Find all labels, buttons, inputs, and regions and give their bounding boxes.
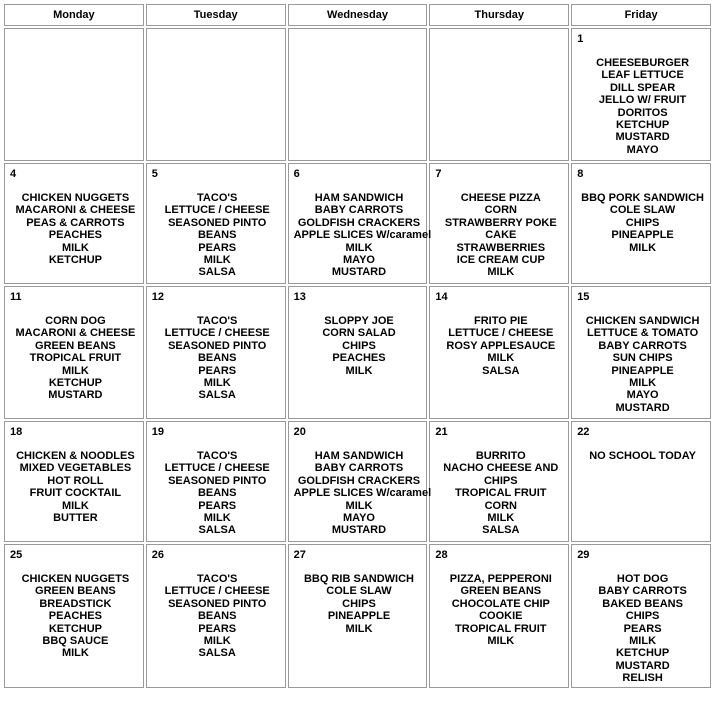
menu-item: ROSY APPLESAUCE: [446, 339, 556, 352]
menu-item: MILK: [203, 377, 231, 390]
menu-item: HOT DOG: [616, 573, 669, 585]
menu-item: LETTUCE / CHEESE: [164, 204, 270, 217]
menu-item: CHOCOLATE CHIP: [451, 597, 550, 610]
day-number: 6: [293, 168, 300, 180]
menu-item: CORN SALAD: [322, 327, 396, 340]
menu-item: CHICKEN NUGGETS: [21, 192, 130, 204]
menu-items: [577, 573, 708, 685]
menu-item: PEARS: [198, 241, 237, 254]
menu-item: KETCHUP: [616, 647, 670, 660]
menu-item: BBQ SAUCE: [42, 635, 109, 648]
week-row: [4, 28, 711, 161]
day-number: 7: [435, 168, 442, 180]
menu-items: [152, 315, 283, 402]
day-number: 4: [10, 168, 17, 180]
menu-item: PIZZA, PEPPERONI: [449, 573, 552, 585]
menu-item: GOLDFISH CRACKERS: [297, 474, 421, 487]
menu-item: CHIPS: [342, 597, 376, 610]
day-number: 11: [10, 291, 22, 303]
menu-item: MUSTARD: [331, 266, 387, 279]
menu-item: TROPICAL FRUIT: [455, 487, 547, 500]
menu-items: [10, 192, 141, 266]
day-cell-wednesday: [288, 286, 428, 419]
menu-item: KETCHUP: [48, 254, 102, 267]
menu-item: PEARS: [198, 499, 237, 512]
menu-item: BUTTER: [53, 512, 98, 525]
menu-item: CHICKEN SANDWICH: [585, 315, 700, 327]
menu-item: SALSA: [198, 647, 236, 660]
menu-item: CAKE: [485, 229, 517, 242]
day-number: 26: [151, 549, 165, 561]
menu-item: BEANS: [197, 352, 237, 365]
menu-item: APPLE SLICES W/caramel: [293, 229, 432, 242]
menu-item: MILK: [487, 352, 515, 365]
menu-item: SALSA: [198, 266, 236, 279]
menu-item: MUSTARD: [615, 401, 670, 414]
menu-item: SALSA: [482, 364, 520, 377]
menu-item: GREEN BEANS: [460, 585, 542, 598]
menu-item: LEAF LETTUCE: [601, 69, 684, 82]
day-cell-monday: [4, 286, 144, 419]
header-tuesday: Tuesday: [146, 4, 286, 26]
menu-item: BBQ PORK SANDWICH: [581, 192, 705, 204]
menu-item: MILK: [487, 266, 515, 279]
menu-item: FRITO PIE: [473, 315, 528, 327]
day-number: 25: [10, 549, 23, 561]
menu-item: MUSTARD: [615, 659, 670, 672]
menu-item: MILK: [203, 254, 231, 267]
menu-item: PEAS & CARROTS: [26, 216, 125, 229]
menu-item: TACO'S: [197, 192, 238, 204]
day-number: 28: [435, 549, 448, 561]
menu-item: PEARS: [198, 622, 237, 635]
day-number: 18: [10, 426, 23, 438]
week-row: [4, 163, 711, 284]
menu-items: [294, 573, 425, 635]
menu-items: [577, 450, 708, 462]
menu-item: BEANS: [197, 487, 237, 500]
menu-items: [293, 450, 432, 537]
day-cell-friday: [571, 544, 711, 688]
day-cell-wednesday: [288, 421, 432, 542]
header-wednesday: Wednesday: [288, 4, 428, 26]
menu-item: SEASONED PINTO: [168, 216, 267, 229]
day-number: [152, 33, 283, 45]
menu-item: PINEAPPLE: [611, 364, 674, 377]
menu-item: HOT ROLL: [47, 474, 104, 487]
menu-item: SEASONED PINTO: [168, 597, 267, 610]
day-number: 20: [293, 426, 306, 438]
menu-item: MILK: [203, 512, 231, 525]
menu-item: MUSTARD: [615, 131, 670, 144]
menu-item: COLE SLAW: [609, 204, 676, 217]
day-number: 22: [577, 426, 590, 438]
day-cell-tuesday: [146, 421, 286, 542]
day-number: [10, 33, 141, 45]
menu-item: LETTUCE / CHEESE: [448, 327, 554, 340]
day-number: 27: [293, 549, 306, 561]
menu-item: MILK: [345, 499, 373, 512]
menu-item: MILK: [61, 647, 89, 660]
day-number: 15: [577, 291, 590, 303]
day-number: 14: [435, 291, 448, 303]
day-cell-monday: [4, 544, 144, 688]
menu-item: KETCHUP: [48, 622, 102, 635]
day-cell-friday: [571, 421, 711, 542]
header-monday: Monday: [4, 4, 144, 26]
day-cell-monday: [4, 421, 144, 542]
menu-item: NACHO CHEESE AND: [443, 462, 559, 475]
menu-item: RELISH: [622, 672, 663, 685]
day-cell-tuesday: [146, 286, 286, 419]
menu-item: SALSA: [482, 524, 520, 537]
day-number: 19: [151, 426, 165, 438]
menu-items: [577, 57, 708, 156]
menu-item: TACO'S: [197, 315, 238, 327]
menu-item: FRUIT COCKTAIL: [29, 487, 122, 500]
header-friday: Friday: [571, 4, 711, 26]
menu-item: KETCHUP: [48, 377, 102, 390]
menu-item: GREEN BEANS: [35, 585, 116, 598]
weekday-header-row: [4, 4, 711, 26]
week-row: [4, 286, 711, 419]
day-cell-friday: [571, 163, 711, 284]
menu-item: BABY CARROTS: [314, 462, 404, 475]
menu-items: [293, 192, 432, 279]
day-cell-friday: [571, 28, 711, 161]
menu-item: MILK: [345, 622, 373, 635]
menu-items: [152, 573, 283, 660]
menu-item: MILK: [345, 364, 373, 377]
menu-item: PEARS: [198, 364, 237, 377]
menu-item: MILK: [203, 635, 231, 648]
menu-item: BABY CARROTS: [598, 585, 687, 598]
menu-items: [577, 315, 708, 414]
menu-item: SUN CHIPS: [612, 352, 673, 365]
menu-item: BBQ RIB SANDWICH: [303, 573, 414, 585]
menu-item: SEASONED PINTO: [168, 339, 267, 352]
menu-item: MILK: [629, 241, 657, 254]
menu-items: [435, 450, 566, 537]
day-cell-thursday: [429, 28, 569, 161]
day-number: 12: [151, 291, 165, 303]
menu-item: MACARONI & CHEESE: [15, 204, 136, 217]
menu-item: STRAWBERRIES: [456, 241, 546, 254]
menu-item: GREEN BEANS: [35, 339, 116, 352]
menu-items: [10, 450, 141, 524]
menu-item: CHICKEN & NOODLES: [16, 450, 135, 462]
day-number: [435, 33, 566, 45]
menu-item: GOLDFISH CRACKERS: [297, 216, 421, 229]
menu-item: LETTUCE & TOMATO: [586, 327, 699, 340]
menu-item: TROPICAL FRUIT: [29, 352, 122, 365]
menu-item: TACO'S: [197, 573, 238, 585]
day-number: [294, 33, 425, 45]
menu-item: MAYO: [342, 254, 375, 267]
menu-item: CHIPS: [625, 216, 660, 229]
menu-item: BABY CARROTS: [598, 339, 687, 352]
menu-item: LETTUCE / CHEESE: [164, 462, 270, 475]
menu-item: MIXED VEGETABLES: [19, 462, 132, 475]
day-cell-monday: [4, 28, 144, 161]
menu-items: [10, 315, 141, 402]
menu-item: PEACHES: [332, 352, 386, 365]
day-cell-tuesday: [146, 28, 286, 161]
menu-item: PEACHES: [48, 610, 102, 623]
menu-item: MUSTARD: [331, 524, 387, 537]
menu-item: MILK: [61, 499, 89, 512]
menu-item: MILK: [61, 364, 89, 377]
menu-item: PINEAPPLE: [611, 229, 674, 242]
menu-items: [577, 192, 708, 254]
menu-item: CORN: [484, 204, 517, 217]
menu-item: MACARONI & CHEESE: [15, 327, 136, 340]
week-row: [4, 544, 711, 688]
menu-item: MILK: [629, 377, 657, 390]
menu-item: BAKED BEANS: [602, 597, 683, 610]
menu-item: MILK: [487, 512, 515, 525]
menu-item: MAYO: [626, 143, 659, 156]
menu-item: CORN DOG: [45, 315, 106, 327]
menu-item: CHICKEN NUGGETS: [21, 573, 130, 585]
day-cell-tuesday: [146, 163, 286, 284]
day-cell-thursday: [429, 421, 569, 542]
menu-item: ICE CREAM CUP: [456, 254, 545, 267]
menu-item: CORN: [484, 499, 517, 512]
menu-item: CHIPS: [625, 610, 660, 623]
menu-item: MILK: [487, 635, 515, 648]
menu-items: [152, 192, 283, 279]
day-number: 8: [577, 168, 584, 180]
menu-item: NO SCHOOL TODAY: [589, 450, 696, 462]
menu-item: HAM SANDWICH: [314, 192, 404, 204]
day-number: 29: [577, 549, 590, 561]
menu-item: BEANS: [197, 229, 237, 242]
menu-item: TACO'S: [197, 450, 238, 462]
menu-item: BURRITO: [475, 450, 526, 462]
menu-item: PEARS: [623, 622, 662, 635]
menu-item: JELLO W/ FRUIT: [598, 94, 687, 107]
menu-item: MILK: [345, 241, 373, 254]
menu-item: PEACHES: [48, 229, 102, 242]
menu-item: STRAWBERRY POKE: [444, 216, 557, 229]
menu-item: SEASONED PINTO: [168, 474, 267, 487]
week-row: [4, 421, 711, 542]
day-cell-thursday: [429, 286, 569, 419]
menu-items: [435, 192, 566, 279]
menu-item: TROPICAL FRUIT: [455, 622, 547, 635]
menu-item: MILK: [629, 635, 657, 648]
menu-items: [152, 450, 283, 537]
day-cell-wednesday: [288, 544, 428, 688]
menu-item: MAYO: [626, 389, 659, 402]
day-number: 21: [435, 426, 448, 438]
day-number: 5: [151, 168, 158, 180]
day-cell-monday: [4, 163, 144, 284]
calendar-body: [4, 28, 711, 688]
menu-item: DORITOS: [617, 106, 668, 119]
day-cell-thursday: [429, 544, 569, 688]
menu-items: [435, 315, 566, 377]
day-number: 13: [293, 291, 306, 303]
menu-item: COLE SLAW: [326, 585, 392, 598]
menu-item: COOKIE: [479, 610, 523, 623]
menu-items: [10, 573, 141, 660]
menu-item: BREADSTICK: [39, 597, 112, 610]
menu-item: PINEAPPLE: [327, 610, 391, 623]
menu-item: LETTUCE / CHEESE: [164, 327, 270, 340]
day-cell-wednesday: [288, 28, 428, 161]
menu-item: MILK: [61, 241, 89, 254]
day-cell-thursday: [429, 163, 569, 284]
menu-item: APPLE SLICES W/caramel: [293, 487, 432, 500]
menu-item: SLOPPY JOE: [324, 315, 394, 327]
menu-item: BEANS: [197, 610, 237, 623]
menu-item: SALSA: [198, 389, 236, 402]
menu-item: CHIPS: [342, 339, 376, 352]
day-cell-tuesday: [146, 544, 286, 688]
header-thursday: Thursday: [429, 4, 569, 26]
menu-items: [435, 573, 566, 647]
menu-item: CHEESEBURGER: [596, 57, 690, 69]
menu-item: LETTUCE / CHEESE: [164, 585, 270, 598]
menu-item: MAYO: [342, 512, 375, 525]
menu-item: KETCHUP: [616, 119, 670, 132]
lunch-menu-calendar: [2, 2, 713, 690]
day-cell-wednesday: [288, 163, 432, 284]
day-cell-friday: [571, 286, 711, 419]
menu-item: SALSA: [198, 524, 236, 537]
menu-item: DILL SPEAR: [609, 81, 676, 94]
menu-item: BABY CARROTS: [314, 204, 404, 217]
day-number: 1: [577, 33, 584, 45]
menu-item: MUSTARD: [48, 389, 103, 402]
menu-items: [294, 315, 425, 377]
menu-item: CHEESE PIZZA: [460, 192, 541, 204]
menu-item: CHIPS: [483, 474, 518, 487]
menu-item: HAM SANDWICH: [314, 450, 404, 462]
